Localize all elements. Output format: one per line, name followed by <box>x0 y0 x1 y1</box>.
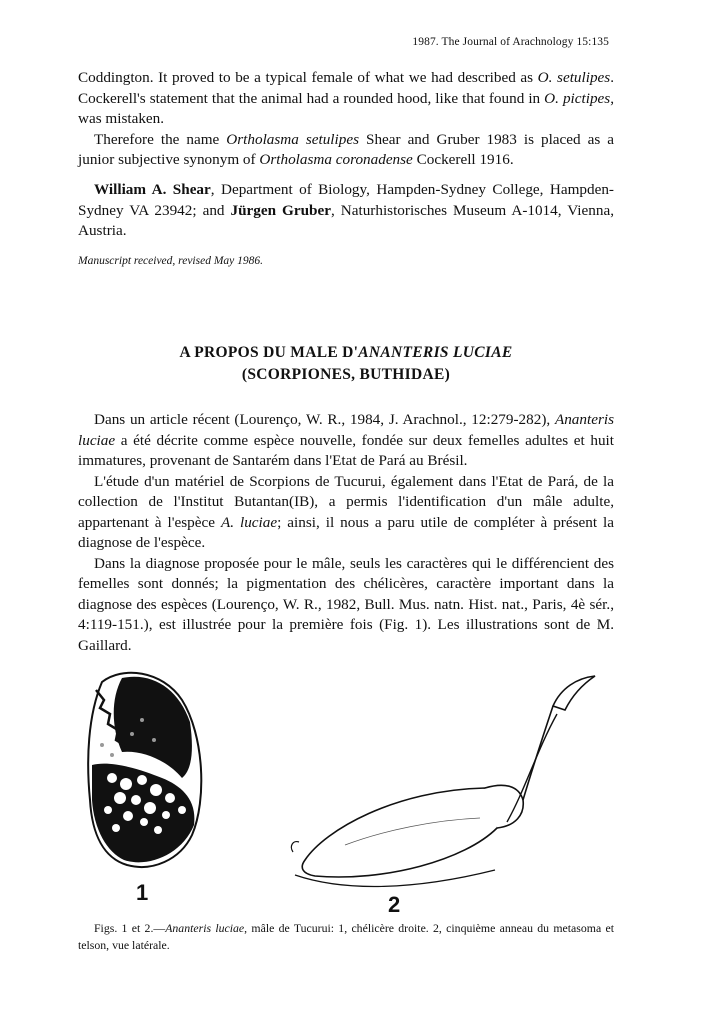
body-paragraph-3: Dans la diagnose proposée pour le mâle, seuls les caractères qui le différencient des femelles sont donnés; la pigmentation des chélicères, caractère important dans la diagnose des espèces (Lourenço, W. R., 1982, Bull. Mus. natn. Hist. nat., Paris, 4è sér., 4:119-151.), est illustrée pour la première fois (Fig. 1). Les illustrations sont de M. Gaillard. <box>78 554 614 654</box>
body-paragraph-1: Dans un article récent (Lourenço, W. R., 1984, J. Arachnol., 12:279-282), Ananteris luciae a été décrite comme espèce nouvelle, fondée sur deux femelles adultes et huit immatures, provenant de Santarém dans l'Etat de Pará au Brésil. <box>78 411 614 469</box>
manuscript-note: Manuscript received, revised May 1986. <box>78 255 264 267</box>
figure-1-chelicera <box>82 660 212 880</box>
author-affiliation: William A. Shear, Department of Biology, Hampden-Sydney College, Hampden-Sydney VA 23942; and Jürgen Gruber, Naturhistorisches Museum A-1014, Vienna, Austria. <box>78 181 614 239</box>
article-title: A PROPOS DU MALE D'ANANTERIS LUCIAE (SCORPIONES, BUTHIDAE) <box>179 344 513 383</box>
figure-caption: Figs. 1 et 2.—Ananteris luciae, mâle de Tucurui: 1, chélicère droite. 2, cinquième anneau du metasoma et telson, vue latérale. <box>78 921 614 952</box>
article-body <box>78 410 614 656</box>
note-paragraph-1: Coddington. It proved to be a typical female of what we had described as O. setulipes. Cockerell's statement that the animal had a rounded hood, like that found in O. pictipes, was mistaken. <box>78 69 614 127</box>
note-paragraph-2: Therefore the name Ortholasma setulipes Shear and Gruber 1983 is placed as a junior subjective synonym of Ortholasma coronadense Cockerell 1916. <box>78 130 614 168</box>
running-head: 1987. The Journal of Arachnology 15:135 <box>412 36 609 48</box>
note-text <box>78 68 614 171</box>
body-paragraph-2: L'étude d'un matériel de Scorpions de Tucurui, également dans l'Etat de Pará, de la collection de l'Institut Butantan(IB), a permis l'identification d'un mâle adulte, appartenant à l'espèce A. luciae; ainsi, il nous a paru utile de compléter à présent la diagnose de l'espèce. <box>78 472 614 551</box>
figure-1-label: 1 <box>136 880 149 905</box>
figure-2-metasoma-telson <box>285 670 615 900</box>
figure-2-label: 2 <box>388 892 401 917</box>
